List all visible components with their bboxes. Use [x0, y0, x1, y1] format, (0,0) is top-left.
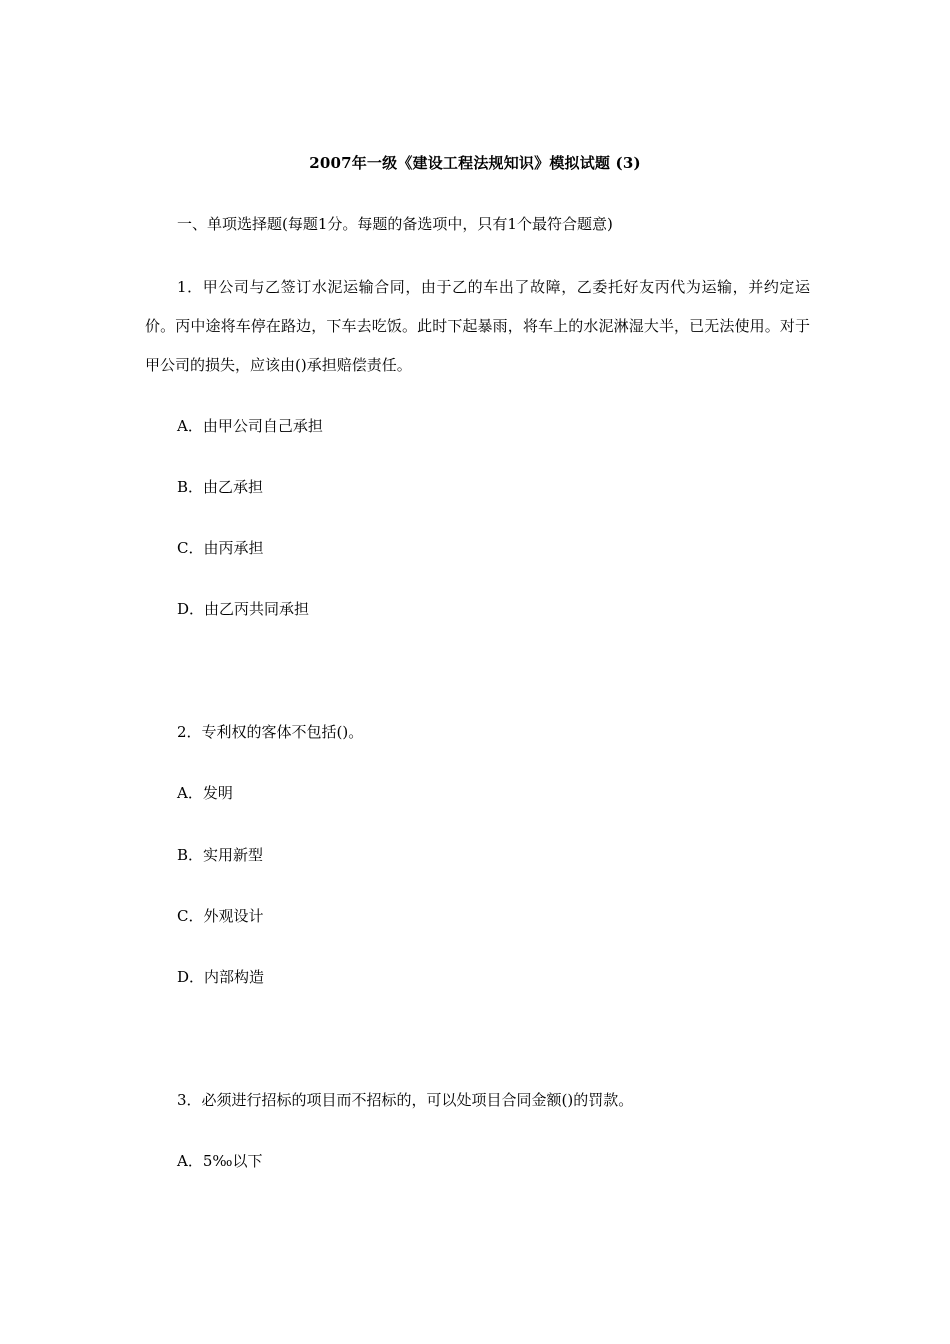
question-1-option-c: C．由丙承担 — [177, 539, 264, 557]
question-2-option-a: A．发明 — [177, 784, 233, 802]
question-1-stem: 1．甲公司与乙签订水泥运输合同，由于乙的车出了故障，乙委托好友丙代为运输，并约定运价。丙中途将车停在路边，下车去吃饭。此时下起暴雨，将车上的水泥淋湿大半，已无法使用。对于甲公司的损失，应该由()承担赔偿责任。 — [145, 278, 810, 374]
section-heading: 一、单项选择题(每题1分。每题的备选项中，只有1个最符合题意) — [177, 215, 613, 233]
question-2-stem: 2．专利权的客体不包括()。 — [177, 723, 364, 741]
question-1-option-b: B．由乙承担 — [177, 478, 264, 496]
question-2-option-c: C．外观设计 — [177, 907, 264, 925]
question-1-option-a: A．由甲公司自己承担 — [177, 417, 323, 435]
question-2-option-d: D．内部构造 — [177, 968, 265, 986]
question-2-option-b: B．实用新型 — [177, 846, 264, 864]
question-3-option-a: A．5‰以下 — [177, 1152, 263, 1170]
question-3-stem: 3．必须进行招标的项目而不招标的，可以处项目合同金额()的罚款。 — [177, 1091, 634, 1109]
document-title: 2007年一级《建设工程法规知识》模拟试题 (3) — [309, 154, 641, 172]
question-1-option-d: D．由乙丙共同承担 — [177, 600, 310, 618]
